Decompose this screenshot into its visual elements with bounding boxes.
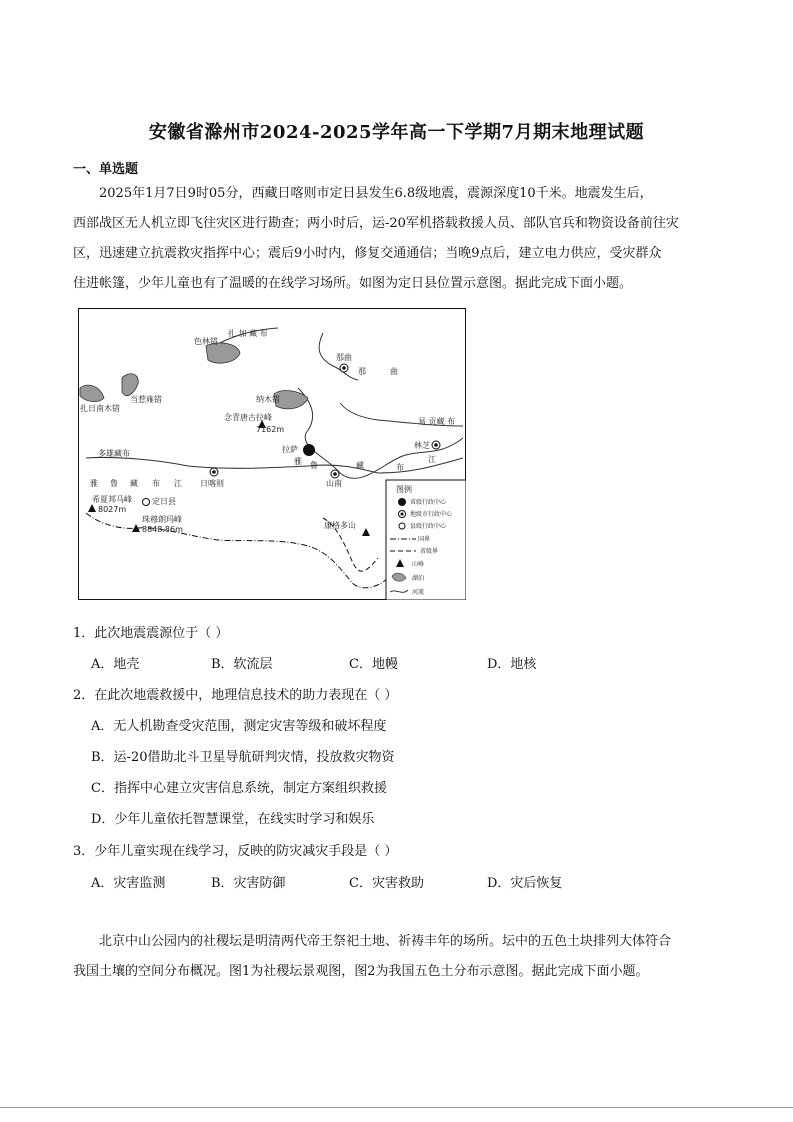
- label-duoxiong: 多雄藏布: [98, 449, 130, 458]
- question-2-option-b: B．运-20借助北斗卫星导航研判灾情，投放救灾物资: [91, 750, 395, 765]
- label-nianqing-height: 7162m: [256, 425, 285, 434]
- label-zhumu: 珠穆朗玛峰: [142, 515, 182, 524]
- label-lasa: 拉萨: [282, 445, 298, 454]
- passage-2: [73, 927, 723, 987]
- legend-item: 河流: [412, 589, 425, 596]
- page-bottom-rule: [0, 1107, 793, 1108]
- page-title: 安徽省滁州市2024-2025学年高一下学期7月期末地理试题: [148, 122, 645, 143]
- passage-1-line: 2025年1月7日9时05分，西藏日喀则市定日县发生6.8级地震，震源深度10千米。地震发生后，: [99, 186, 653, 201]
- label-bu: 布: [396, 463, 404, 472]
- legend-item: 国界: [418, 536, 431, 543]
- section-heading: 一、单选题: [73, 162, 139, 177]
- label-zhumu-height: 8848.86m: [142, 525, 183, 534]
- label-kangge: 康格多山: [324, 521, 356, 530]
- label-zhajia: 扎 加 藏 布: [228, 329, 268, 338]
- label-na: 那: [358, 367, 366, 376]
- label-ya: 雅: [294, 457, 302, 466]
- label-linzhi: 林芝: [414, 441, 430, 450]
- legend-item: 湖泊: [412, 575, 425, 582]
- label-namu: 纳木错: [256, 395, 280, 404]
- legend-item: 地级市行政中心: [410, 511, 453, 518]
- label-naqu: 那曲: [336, 353, 352, 362]
- question-2-stem: 2．在此次地震救援中，地理信息技术的助力表现在（ ）: [73, 688, 398, 703]
- label-zang2: 藏: [130, 479, 138, 488]
- passage-1-line: 区，迅速建立抗震救灾指挥中心；震后9小时内，修复交通通信；当晚9点后，建立电力供应，受灾群众: [73, 246, 662, 261]
- question-1-option-b: B．软流层: [211, 657, 273, 672]
- question-3-option-a: A．灾害监测: [91, 876, 166, 891]
- map-svg: [78, 308, 466, 600]
- question-3-stem: 3．少年儿童实现在线学习，反映的防灾减灾手段是（ ）: [73, 844, 398, 859]
- label-shannan: 山南: [326, 479, 342, 488]
- label-lu2: 鲁: [110, 479, 118, 488]
- dingri-marker: [143, 499, 150, 506]
- label-xixia-height: 8027m: [98, 505, 127, 514]
- label-lu: 鲁: [310, 461, 318, 470]
- label-zang: 藏: [356, 461, 364, 470]
- legend-title: 图例: [396, 485, 412, 494]
- label-dingri: 定日县: [152, 497, 176, 506]
- question-2-option-d: D．少年儿童依托智慧课堂，在线实时学习和娱乐: [91, 812, 375, 827]
- label-selin: 色林错: [194, 337, 218, 346]
- passage-2-line: 北京中山公园内的社稷坛是明清两代帝王祭祀土地、祈祷丰年的场所。坛中的五色土块排列大体符合: [99, 934, 672, 949]
- label-jiang: 江: [428, 455, 436, 464]
- passage-1-line: 西部战区无人机立即飞往灾区进行勘查；两小时后，运-20军机搭载救援人员、部队官兵和物资设备前往灾: [73, 216, 679, 231]
- label-rikaze: 日喀则: [200, 479, 224, 488]
- label-yigong: 易 贡藏 布: [418, 417, 456, 426]
- label-qu: 曲: [390, 367, 398, 376]
- question-1-option-a: A．地壳: [91, 657, 140, 672]
- label-nianqing: 念青唐古拉峰: [224, 413, 272, 422]
- label-ya2: 雅: [90, 479, 98, 488]
- question-1-stem: 1．此次地震震源位于（ ）: [73, 626, 229, 641]
- passage-1-line: 住进帐篷，少年儿童也有了温暖的在线学习场所。如图为定日县位置示意图。据此完成下面小题。: [73, 276, 633, 291]
- map-legend: [386, 480, 466, 600]
- question-1-option-c: C．地幔: [349, 657, 398, 672]
- legend-item: 县级行政中心: [410, 523, 447, 530]
- question-1-option-d: D．地核: [487, 657, 537, 672]
- label-jiang2: 江: [174, 479, 182, 488]
- question-2-option-c: C．指挥中心建立灾害信息系统，制定方案组织救援: [91, 781, 387, 796]
- legend-item: 山峰: [412, 561, 425, 568]
- label-xixia: 希夏邦马峰: [92, 495, 132, 504]
- label-dangre: 当惹雍错: [130, 395, 162, 404]
- lasa-marker: [303, 444, 315, 456]
- dingri-location-map: [78, 308, 466, 600]
- passage-2-line: 我国土壤的空间分布概况。图1为社稷坛景观图，图2为我国五色土分布示意图。据此完成下面小题。: [73, 964, 649, 979]
- question-3-option-c: C．灾害救助: [349, 876, 424, 891]
- question-3-option-d: D．灾后恢复: [487, 876, 563, 891]
- question-3-option-b: B．灾害防御: [211, 876, 286, 891]
- legend-item: 省级界: [420, 548, 439, 555]
- label-zhari: 扎日南木错: [80, 404, 120, 413]
- question-2-option-a: A．无人机勘查受灾范围，测定灾害等级和破坏程度: [91, 719, 387, 734]
- legend-item: 省级行政中心: [410, 499, 447, 506]
- label-bu2: 布: [152, 479, 160, 488]
- passage-1: [73, 179, 723, 299]
